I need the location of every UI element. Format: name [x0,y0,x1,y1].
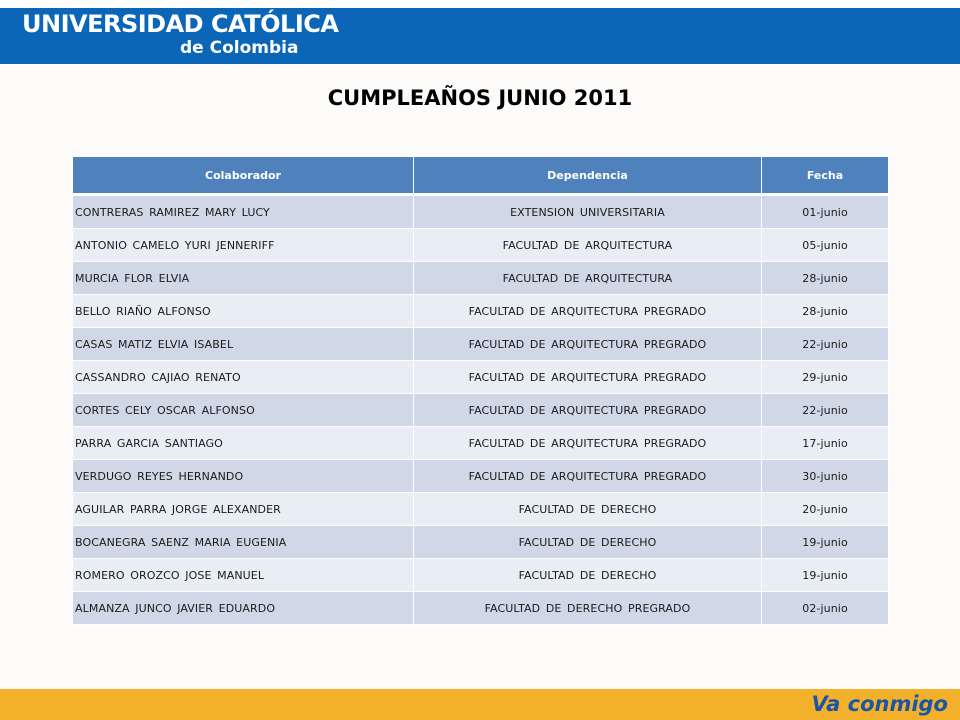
colaborador-cell: VERDUGO REYES HERNANDO [73,460,414,493]
dependencia-cell: EXTENSION UNIVERSITARIA [414,195,762,229]
table-row [73,328,889,361]
colaborador-cell: AGUILAR PARRA JORGE ALEXANDER [73,493,414,526]
dependencia-cell: FACULTAD DE ARQUITECTURA PREGRADO [414,427,762,460]
table-row [73,493,889,526]
table-row [73,427,889,460]
table-row [73,195,889,229]
colaborador-cell: CASAS MATIZ ELVIA ISABEL [73,328,414,361]
fecha-cell: 20-junio [762,493,889,526]
table-row [73,559,889,592]
colaborador-cell: ROMERO OROZCO JOSE MANUEL [73,559,414,592]
colaborador-cell: CASSANDRO CAJIAO RENATO [73,361,414,394]
dependencia-cell: FACULTAD DE ARQUITECTURA PREGRADO [414,394,762,427]
fecha-cell: 30-junio [762,460,889,493]
fecha-cell: 22-junio [762,328,889,361]
colaborador-cell: PARRA GARCIA SANTIAGO [73,427,414,460]
fecha-cell: 22-junio [762,394,889,427]
fecha-cell: 29-junio [762,361,889,394]
table-row [73,460,889,493]
dependencia-cell: FACULTAD DE DERECHO PREGRADO [414,592,762,625]
dependencia-cell: FACULTAD DE ARQUITECTURA PREGRADO [414,460,762,493]
birthday-table [72,156,889,625]
colaborador-cell: CORTES CELY OSCAR ALFONSO [73,394,414,427]
university-logo [22,12,338,57]
table-body [73,195,889,625]
dependencia-cell: FACULTAD DE ARQUITECTURA PREGRADO [414,361,762,394]
fecha-cell: 02-junio [762,592,889,625]
logo-line-2: de Colombia [180,38,299,58]
fecha-cell: 01-junio [762,195,889,229]
dependencia-cell: FACULTAD DE DERECHO [414,493,762,526]
fecha-cell: 17-junio [762,427,889,460]
dependencia-cell: FACULTAD DE ARQUITECTURA [414,229,762,262]
table-row [73,295,889,328]
table-header-row [73,157,889,195]
colaborador-cell: MURCIA FLOR ELVIA [73,262,414,295]
colaborador-cell: BELLO RIAÑO ALFONSO [73,295,414,328]
table-row [73,526,889,559]
fecha-cell: 19-junio [762,559,889,592]
header-bar [0,0,960,64]
dependencia-cell: FACULTAD DE DERECHO [414,559,762,592]
dependencia-cell: FACULTAD DE ARQUITECTURA PREGRADO [414,328,762,361]
table-row [73,229,889,262]
fecha-cell: 19-junio [762,526,889,559]
colaborador-cell: ALMANZA JUNCO JAVIER EDUARDO [73,592,414,625]
table-row [73,361,889,394]
colaborador-cell: CONTRERAS RAMIREZ MARY LUCY [73,195,414,229]
page-title: CUMPLEAÑOS JUNIO 2011 [327,86,633,110]
fecha-cell: 05-junio [762,229,889,262]
dependencia-cell: FACULTAD DE ARQUITECTURA PREGRADO [414,295,762,328]
colaborador-cell: BOCANEGRA SAENZ MARIA EUGENIA [73,526,414,559]
table-row [73,394,889,427]
dependencia-cell: FACULTAD DE DERECHO [414,526,762,559]
colaborador-cell: ANTONIO CAMELO YURI JENNERIFF [73,229,414,262]
column-header-fecha: Fecha [762,157,889,195]
column-header-dependencia: Dependencia [414,157,762,195]
dependencia-cell: FACULTAD DE ARQUITECTURA [414,262,762,295]
fecha-cell: 28-junio [762,262,889,295]
slogan: Va conmigo [811,692,948,716]
table-row [73,592,889,625]
column-header-colaborador: Colaborador [73,157,414,195]
fecha-cell: 28-junio [762,295,889,328]
logo-line-1: UNIVERSIDAD CATÓLICA [22,10,339,38]
table-row [73,262,889,295]
